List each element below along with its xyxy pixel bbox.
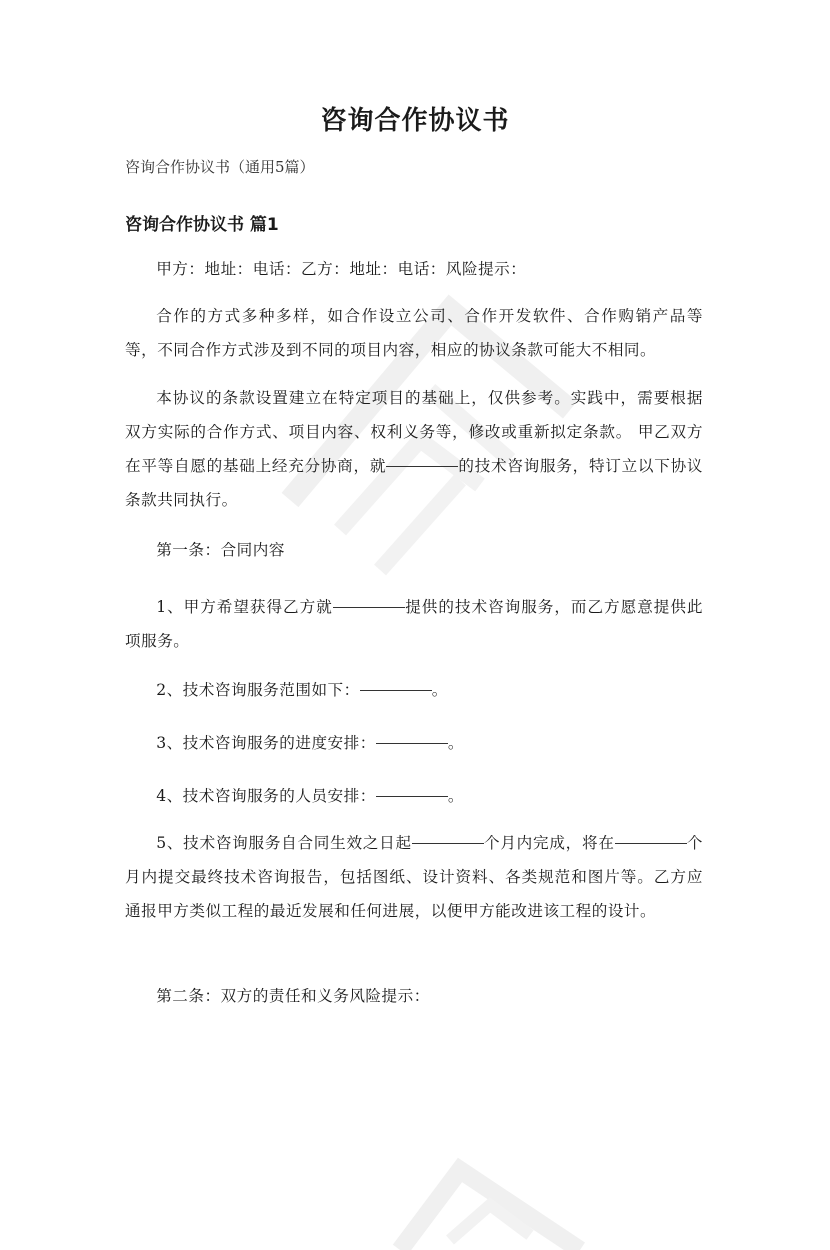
clause-text: 。 (447, 787, 464, 805)
clause-3 (125, 726, 703, 760)
clause-text: 2、技术咨询服务范围如下： (156, 681, 360, 699)
blank-field-report-months[interactable] (615, 842, 687, 844)
document-title: 咨询合作协议书 (320, 106, 510, 136)
paragraph-cooperation-methods: 合作的方式多种多样，如合作设立公司、合作开发软件、合作购销产品等等，不同合作方式涉及到不同的项目内容，相应的协议条款可能大不相同。 (125, 307, 703, 359)
article-2-title: 第二条：双方的责任和义务风险提示： (156, 987, 430, 1005)
document-subtitle: 咨询合作协议书（通用5篇） (125, 158, 315, 176)
clause-text: 3、技术咨询服务的进度安排： (156, 734, 376, 752)
clause-4 (125, 779, 703, 813)
paragraph-agreement-basis (125, 381, 703, 517)
blank-field-staffing[interactable] (376, 795, 448, 797)
clause-text: 个月内完成，将在 (483, 834, 615, 852)
parties-line: 甲方：地址：电话：乙方：地址：电话：风险提示： (156, 260, 527, 278)
blank-field-completion-months[interactable] (412, 842, 484, 844)
clause-text: 提供的技术咨询服务，而乙方愿意提供此项服务。 (125, 598, 703, 650)
paragraph-text: 本协议的条款设置建立在特定项目的基础上，仅供参考。实践中，需要根据双方实际的合作方式、项目内容、权利义务等，修改或重新拟定条款。 甲乙双方在平等自愿的基础上经充分协商，就 (125, 389, 703, 475)
blank-field-project[interactable] (386, 465, 458, 467)
blank-field-service-subject[interactable] (333, 606, 405, 608)
clause-text: 4、技术咨询服务的人员安排： (156, 787, 376, 805)
clause-2 (125, 673, 703, 707)
clause-5 (125, 826, 703, 928)
clause-text: 5、技术咨询服务自合同生效之日起 (156, 834, 412, 852)
logo-watermark-icon (380, 1110, 640, 1250)
section-heading: 咨询合作协议书 篇1 (125, 215, 279, 235)
clause-text: 。 (431, 681, 448, 699)
blank-field-service-scope[interactable] (360, 689, 432, 691)
article-1-title: 第一条：合同内容 (156, 541, 285, 559)
clause-1 (125, 590, 703, 658)
clause-text: 1、甲方希望获得乙方就 (156, 598, 333, 616)
clause-text: 。 (447, 734, 464, 752)
clause-text: 个月内提交最终技术咨询报告，包括图纸、设计资料、各类规范和图片等。乙方应通报甲方类似工程的最近发展和任何进展，以便甲方能改进该工程的设计。 (125, 834, 703, 920)
blank-field-schedule[interactable] (376, 742, 448, 744)
paragraph-text: 的技术咨询服务，特订立以下协议条款共同执行。 (125, 457, 703, 509)
